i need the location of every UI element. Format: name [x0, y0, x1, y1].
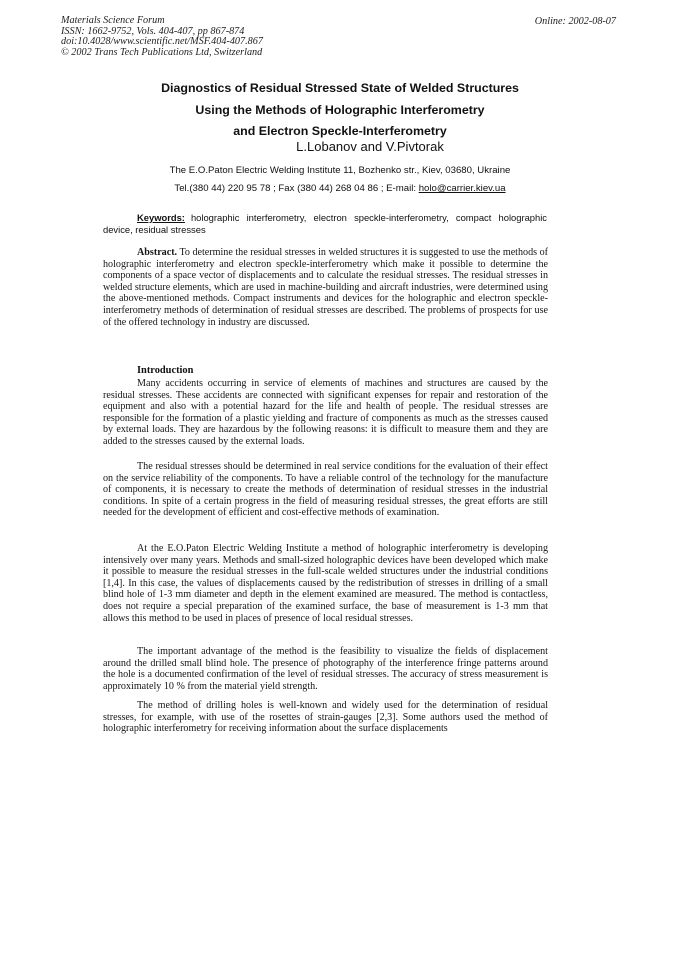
paper-title: [110, 78, 570, 143]
paragraph-text: At the E.O.Paton Electric Welding Institute a method of holographic interferometry is developing intensively over many years. Methods and small-sized holographic devices have been developed which make it possible to measure the residual stresses in the full-scale welded structures under the industrial conditions [1,4]. In this case, the values of displacements caused by the redistribution of stresses in drilling of a small blind hole of 1-3 mm diameter and depth in the element examined are measured. The method is contactless, does not require a special preparation of the examined surface, the base of measurement is 1-3 mm that allows this method to be used in places of presence of local residual stresses.: [103, 543, 548, 624]
contact-numbers: Tel.(380 44) 220 95 78 ; Fax (380 44) 268 04 86 ; E-mail:: [174, 183, 419, 194]
abstract-text: To determine the residual stresses in welded structures it is suggested to use the methods of holographic interferometry and electron speckle-interferometry which make it possible to determine the components of a space vector of displacements and to calculate the residual stresses. The residual stresses in welded structure elements, which are used in machine-building and aircraft industries, were determined using the above-mentioned methods. Compact instruments and devices for the holographic and electron speckle-interferometry methods of determination of residual stresses are described. The problems of prospects for use of the offered technology in industry are discussed.: [103, 247, 548, 328]
authors: L.Lobanov and V.Pivtorak: [296, 139, 444, 154]
abstract-label: Abstract.: [137, 247, 178, 258]
online-date: Online: 2002-08-07: [534, 16, 616, 27]
keywords-text: holographic interferometry, electron speckle-interferometry, compact holographic device, residual stresses: [103, 212, 547, 235]
keywords-label: Keywords:: [137, 212, 185, 223]
affiliation: [120, 162, 560, 198]
title-line: Using the Methods of Holographic Interferometry: [195, 102, 485, 117]
email-link[interactable]: holo@carrier.kiev.ua: [418, 183, 506, 194]
copyright-line: © 2002 Trans Tech Publications Ltd, Switzerland: [61, 46, 263, 58]
affiliation-address: The E.O.Paton Electric Welding Institute 11, Bozhenko str., Kiev, 03680, Ukraine: [169, 165, 511, 176]
paragraph-text: Many accidents occurring in service of elements of machines and structures are caused by the residual stresses. These accidents are connected with significant expenses for repair and restoration of the equipment and also with a potential hazard for the life and health of people. The residual stresses are responsible for the formation of a plastic yielding and fracture of components as much as the stresses caused by external loads. They are hazardous by the following reasons: it is difficult to measure them and they are added to the stresses caused by the external loads.: [103, 378, 548, 447]
paragraph-text: The important advantage of the method is the feasibility to visualize the fields of displacement around the drilled small blind hole. The presence of photography of the interference fringe patterns around the hole is a documented confirmation of the level of residual stresses. The accuracy of stress measurement is approximately 10 % from the material yield strength.: [103, 646, 548, 692]
paragraph-text: The method of drilling holes is well-known and widely used for the determination of residual stresses, for example, with use of the rosettes of strain-gauges [2,3]. Some authors used the method of holographic interferometry for receiving information about the surface displacements: [103, 700, 548, 735]
doi-line: doi:10.4028/www.scientific.net/MSF.404-407.867: [61, 36, 263, 48]
intro-paragraph: [103, 461, 548, 519]
affiliation-contact: [120, 180, 560, 198]
intro-paragraph: [103, 700, 548, 735]
intro-paragraph: [103, 378, 548, 448]
intro-paragraph: [103, 646, 548, 692]
journal-name: Materials Science Forum: [61, 15, 165, 26]
keywords: [103, 212, 547, 235]
intro-paragraph: [103, 543, 548, 624]
title-line: Diagnostics of Residual Stressed State of Welded Structures: [161, 81, 519, 95]
abstract: [103, 247, 548, 328]
title-line: and Electron Speckle-Interferometry: [233, 124, 447, 138]
journal-header: [61, 16, 263, 58]
paragraph-text: The residual stresses should be determined in real service conditions for the evaluation of their effect on the service reliability of the components. To have a reliable control of the technology for the manufacture of components, it is necessary to create the methods of determination of residual stresses in the industrial conditions. In spite of a certain progress in the field of measuring residual stresses, the great efforts are still needed for the development of efficient and cost-effective methods of examination.: [103, 461, 548, 519]
section-heading-introduction: Introduction: [137, 365, 194, 376]
issn-line: ISSN: 1662-9752, Vols. 404-407, pp 867-874: [61, 25, 245, 37]
